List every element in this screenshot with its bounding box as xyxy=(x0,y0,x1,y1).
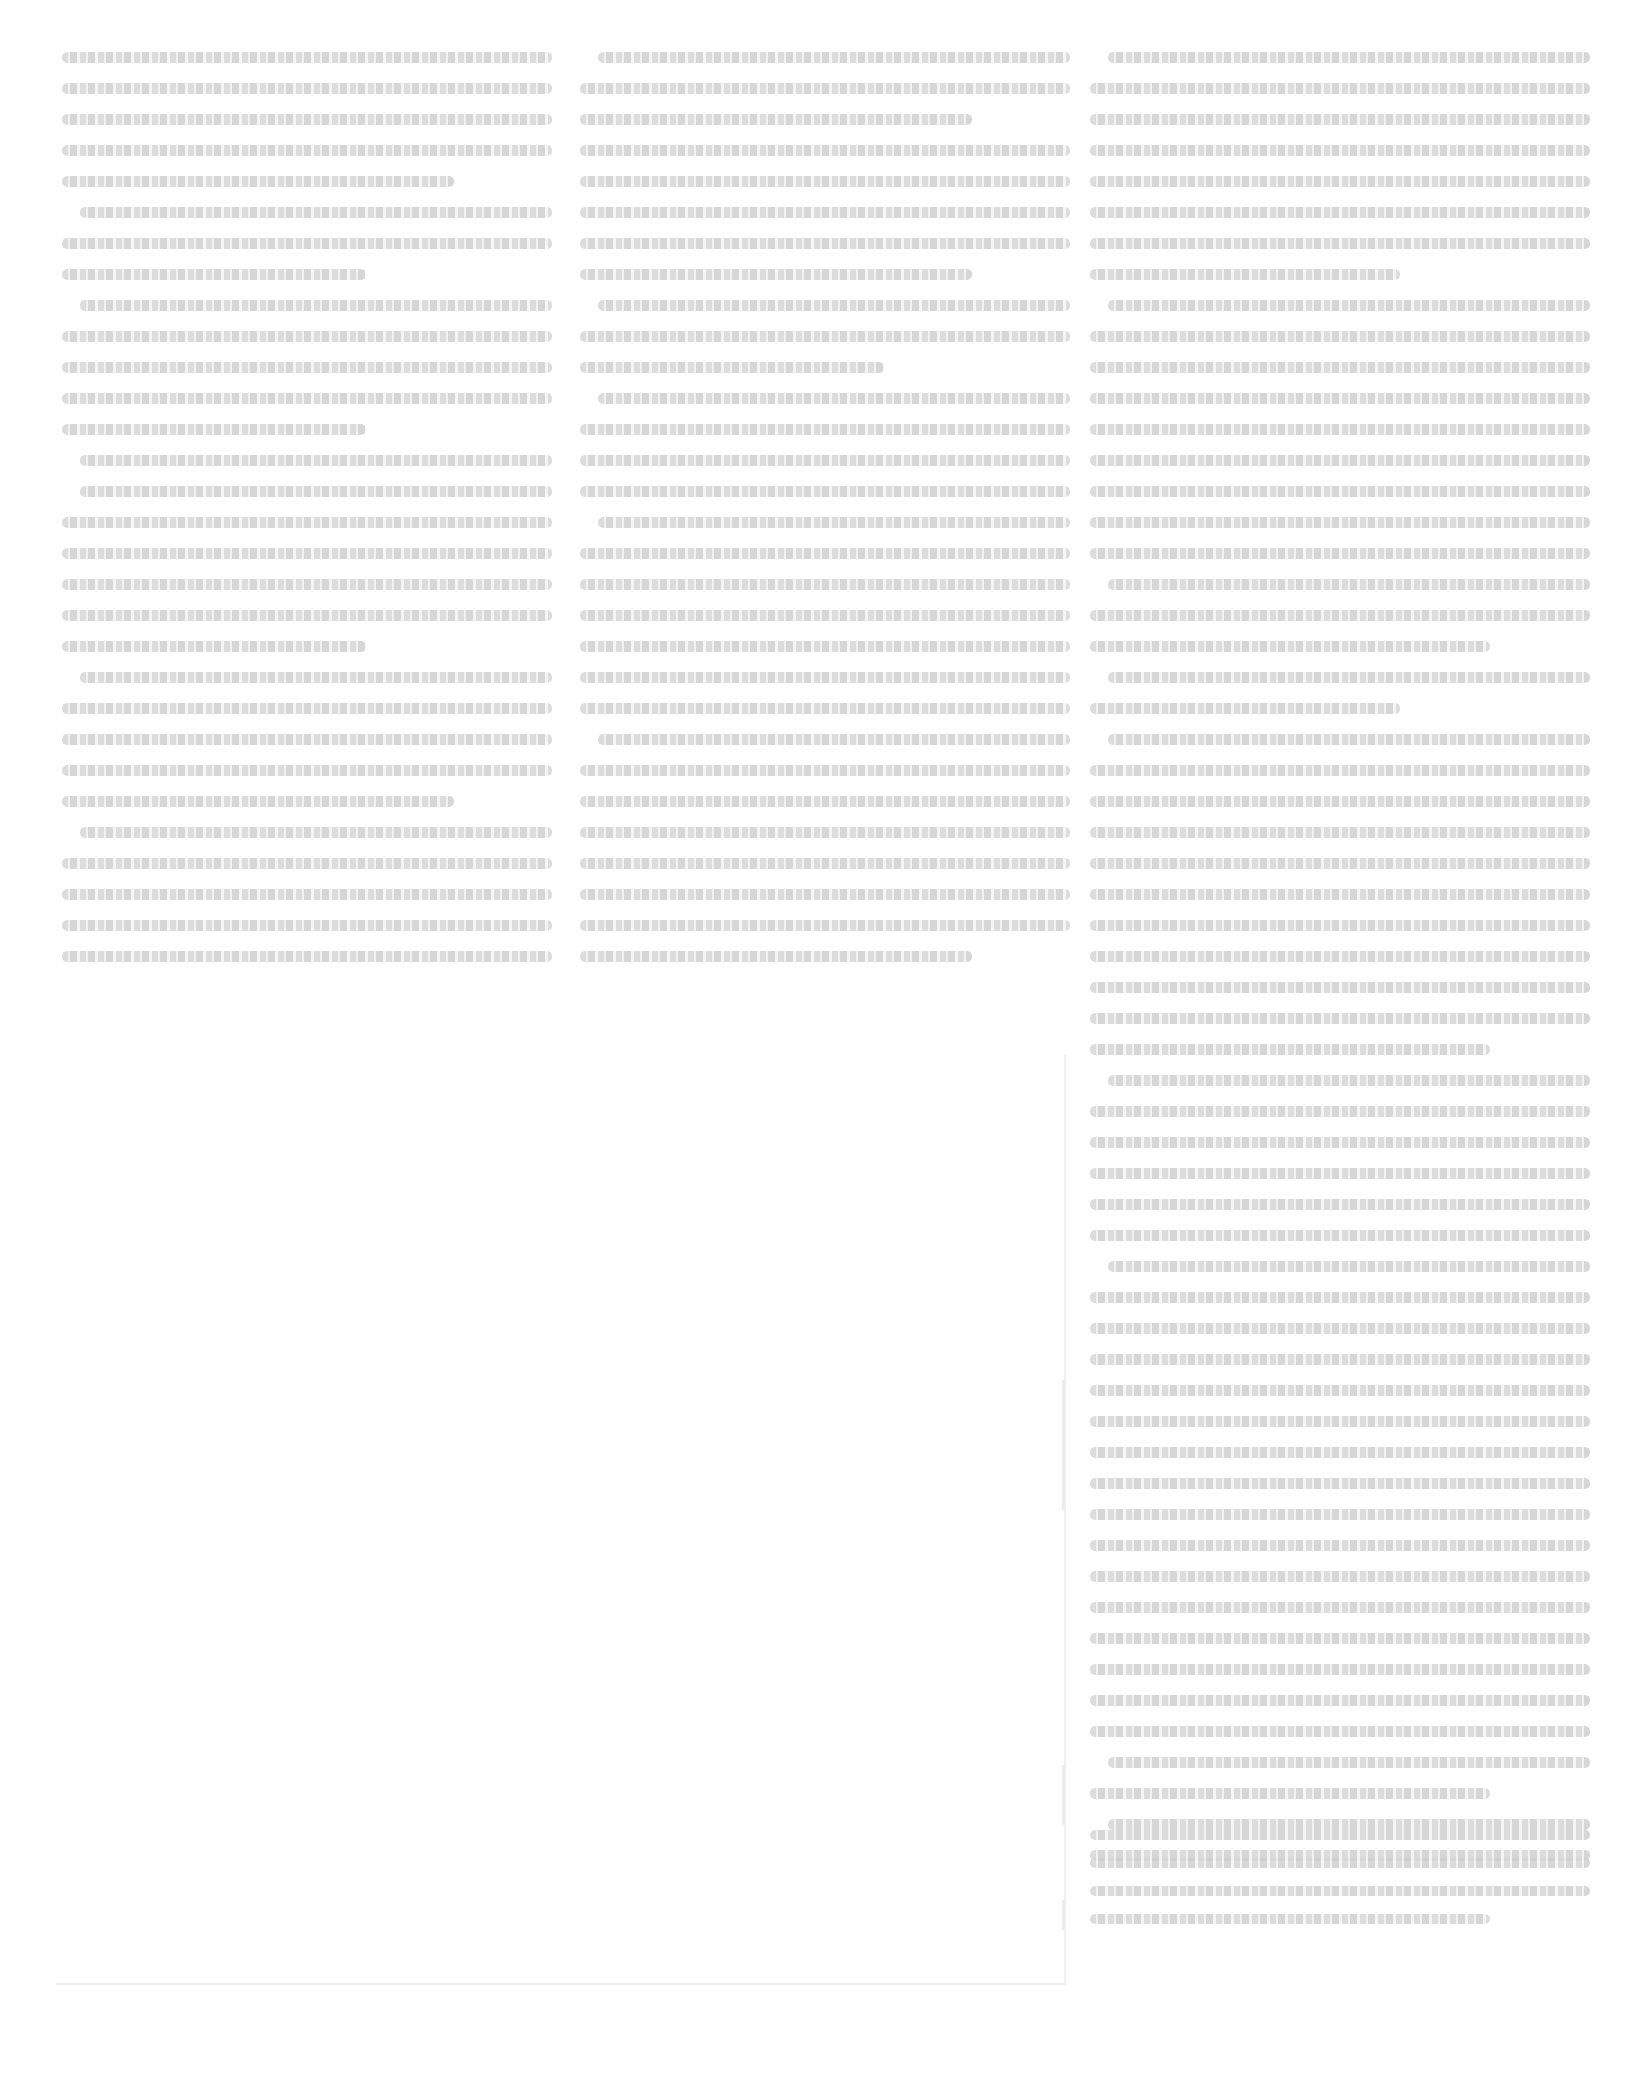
text-line xyxy=(1090,1199,1590,1210)
text-line xyxy=(1090,1726,1590,1737)
figure-edge-mark xyxy=(1062,1900,1065,1930)
figure-region xyxy=(56,1055,1066,1985)
text-line xyxy=(1090,765,1590,776)
text-line xyxy=(62,145,552,156)
text-column-right xyxy=(1090,52,1590,1881)
text-line xyxy=(598,52,1070,63)
text-line xyxy=(62,424,366,435)
footnote-line xyxy=(1090,1830,1590,1840)
text-line xyxy=(80,827,552,838)
text-line xyxy=(1090,455,1590,466)
text-line xyxy=(1090,889,1590,900)
text-line xyxy=(80,455,552,466)
text-line xyxy=(1090,1478,1590,1489)
text-line xyxy=(580,920,1070,931)
text-line xyxy=(580,858,1070,869)
text-line xyxy=(62,920,552,931)
text-line xyxy=(580,176,1070,187)
text-line xyxy=(1090,1230,1590,1241)
text-line xyxy=(1090,486,1590,497)
text-line xyxy=(62,238,552,249)
text-line xyxy=(62,548,552,559)
text-line xyxy=(62,83,552,94)
text-line xyxy=(1090,1044,1490,1055)
text-line xyxy=(580,610,1070,621)
text-line xyxy=(1090,610,1590,621)
text-line xyxy=(62,796,454,807)
text-line xyxy=(62,889,552,900)
text-line xyxy=(1090,517,1590,528)
text-line xyxy=(62,362,552,373)
text-line xyxy=(580,889,1070,900)
text-line xyxy=(598,300,1070,311)
text-line xyxy=(1090,1447,1590,1458)
text-line xyxy=(1090,951,1590,962)
text-line xyxy=(62,641,366,652)
text-line xyxy=(580,548,1070,559)
figure-edge-mark xyxy=(1062,1380,1065,1510)
text-line xyxy=(62,734,552,745)
text-line xyxy=(1090,238,1590,249)
text-line xyxy=(1090,1323,1590,1334)
text-line xyxy=(580,796,1070,807)
text-line xyxy=(62,951,552,962)
text-line xyxy=(1090,176,1590,187)
text-line xyxy=(580,455,1070,466)
text-line xyxy=(1090,1540,1590,1551)
text-line xyxy=(1090,145,1590,156)
text-line xyxy=(1090,641,1490,652)
text-line xyxy=(1108,1261,1590,1272)
text-line xyxy=(580,827,1070,838)
text-line xyxy=(62,269,366,280)
footnote-line xyxy=(1090,1886,1590,1896)
text-line xyxy=(1090,703,1400,714)
text-line xyxy=(1090,796,1590,807)
text-line xyxy=(1090,1695,1590,1706)
text-line xyxy=(1090,1292,1590,1303)
text-line xyxy=(580,207,1070,218)
text-line xyxy=(1108,1757,1590,1768)
text-line xyxy=(580,579,1070,590)
text-line xyxy=(1090,1106,1590,1117)
text-line xyxy=(1090,1416,1590,1427)
text-line xyxy=(80,486,552,497)
text-line xyxy=(580,672,1070,683)
text-line xyxy=(1090,1013,1590,1024)
text-line xyxy=(1090,331,1590,342)
text-line xyxy=(80,207,552,218)
text-line xyxy=(1108,1075,1590,1086)
text-line xyxy=(1090,114,1590,125)
text-line xyxy=(62,579,552,590)
text-line xyxy=(62,610,552,621)
text-line xyxy=(1090,920,1590,931)
text-line xyxy=(1090,83,1590,94)
text-line xyxy=(1090,1137,1590,1148)
text-line xyxy=(1090,1664,1590,1675)
text-line xyxy=(1090,1385,1590,1396)
text-line xyxy=(62,176,454,187)
text-line xyxy=(62,393,552,404)
text-line xyxy=(1090,1509,1590,1520)
text-line xyxy=(1090,827,1590,838)
text-line xyxy=(580,703,1070,714)
footnote-line xyxy=(1090,1858,1590,1868)
text-line xyxy=(1090,858,1590,869)
text-line xyxy=(62,114,552,125)
text-line xyxy=(1090,207,1590,218)
text-line xyxy=(1108,1819,1590,1830)
text-line xyxy=(580,641,1070,652)
text-line xyxy=(1090,1788,1490,1799)
text-line xyxy=(580,362,884,373)
text-column-middle xyxy=(580,52,1070,982)
text-line xyxy=(62,331,552,342)
text-line xyxy=(62,517,552,528)
text-line xyxy=(1090,1168,1590,1179)
text-line xyxy=(1090,269,1400,280)
text-line xyxy=(62,858,552,869)
text-line xyxy=(1108,672,1590,683)
text-line xyxy=(62,52,552,63)
text-line xyxy=(1090,1354,1590,1365)
text-line xyxy=(62,703,552,714)
text-line xyxy=(80,300,552,311)
text-line xyxy=(580,765,1070,776)
text-line xyxy=(1090,424,1590,435)
text-line xyxy=(1090,393,1590,404)
text-column-left xyxy=(62,52,552,982)
text-line xyxy=(1090,982,1590,993)
text-line xyxy=(598,393,1070,404)
text-line xyxy=(598,517,1070,528)
text-line xyxy=(580,269,972,280)
text-line xyxy=(580,486,1070,497)
text-line xyxy=(598,734,1070,745)
text-line xyxy=(80,672,552,683)
text-line xyxy=(1090,548,1590,559)
text-line xyxy=(580,114,972,125)
text-line xyxy=(1108,300,1590,311)
text-line xyxy=(580,83,1070,94)
text-line xyxy=(1090,1602,1590,1613)
text-line xyxy=(580,331,1070,342)
text-line xyxy=(580,238,1070,249)
text-line xyxy=(580,145,1070,156)
text-line xyxy=(1090,1633,1590,1644)
text-line xyxy=(62,765,552,776)
footnote-block xyxy=(1090,1830,1590,1942)
text-line xyxy=(1090,1571,1590,1582)
text-line xyxy=(1108,52,1590,63)
text-line xyxy=(580,424,1070,435)
text-line xyxy=(580,951,972,962)
text-line xyxy=(1108,734,1590,745)
figure-edge-mark xyxy=(1062,1765,1065,1825)
text-line xyxy=(1108,579,1590,590)
footnote-line xyxy=(1090,1914,1490,1924)
text-line xyxy=(1090,362,1590,373)
